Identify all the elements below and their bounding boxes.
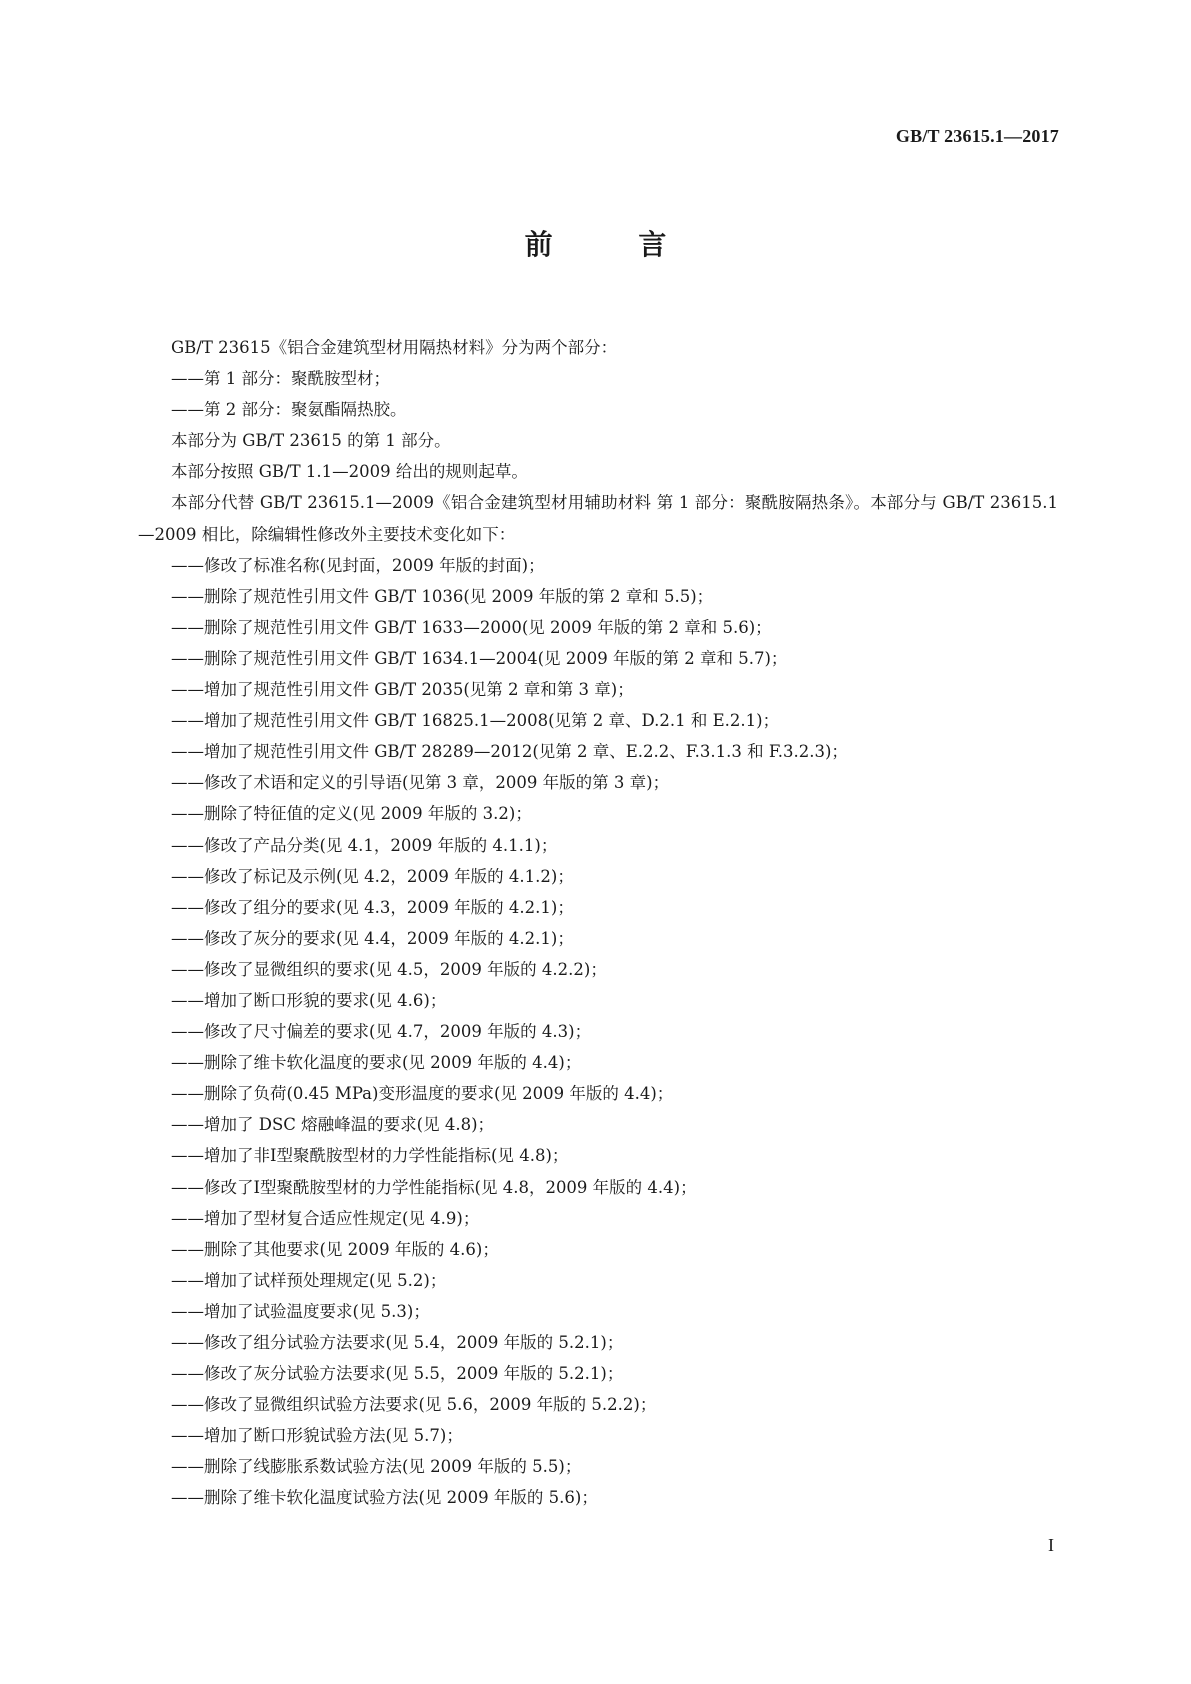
- intro-paragraph: GB/T 23615《铝合金建筑型材用隔热材料》分为两个部分：: [171, 338, 618, 357]
- list-item: ——增加了断口形貌的要求(见 4.6)；: [171, 990, 447, 1010]
- list-item: ——增加了试验温度要求(见 5.3)；: [171, 1301, 430, 1321]
- drafting-paragraph: 本部分按照 GB/T 1.1—2009 给出的规则起草。: [171, 462, 528, 482]
- changes-list: [138, 550, 1058, 1514]
- list-item: ——修改了标准名称(见封面，2009 年版的封面)；: [171, 555, 545, 575]
- this-part-paragraph: 本部分为 GB/T 23615 的第 1 部分。: [171, 431, 451, 451]
- list-item: ——增加了非Ⅰ型聚酰胺型材的力学性能指标(见 4.8)；: [171, 1146, 569, 1166]
- list-item: ——修改了产品分类(见 4.1，2009 年版的 4.1.1)；: [171, 835, 558, 855]
- list-item: ——修改了Ⅰ型聚酰胺型材的力学性能指标(见 4.8，2009 年版的 4.4)；: [171, 1177, 697, 1197]
- document-body: [138, 332, 1058, 1514]
- list-item: ——删除了规范性引用文件 GB/T 1634.1—2004(见 2009 年版的第 2 章和 5.7)；: [171, 648, 788, 668]
- list-item: ——修改了组分试验方法要求(见 5.4，2009 年版的 5.2.1)；: [171, 1333, 624, 1352]
- list-item: ——修改了显微组织的要求(见 4.5，2009 年版的 4.2.2)；: [171, 959, 607, 979]
- list-item: ——修改了灰分试验方法要求(见 5.5，2009 年版的 5.2.1)；: [171, 1364, 624, 1384]
- list-item: ——删除了其他要求(见 2009 年版的 4.6)；: [171, 1239, 499, 1259]
- replaces-paragraph: 本部分代替 GB/T 23615.1—2009《铝合金建筑型材用辅助材料 第 1 部分：聚酰胺隔热条》。本部分与 GB/T 23615.1—2009 相比，除编辑性修改外主要技术变化如下：: [138, 493, 1058, 544]
- list-item: ——删除了维卡软化温度试验方法(见 2009 年版的 5.6)；: [171, 1488, 598, 1508]
- list-item: ——修改了术语和定义的引导语(见第 3 章，2009 年版的第 3 章)；: [171, 773, 670, 793]
- list-item: ——删除了规范性引用文件 GB/T 1036(见 2009 年版的第 2 章和 5.5)；: [171, 586, 714, 606]
- part-2-item: ——第 2 部分：聚氨酯隔热胶。: [171, 400, 407, 420]
- list-item: ——增加了试样预处理规定(见 5.2)；: [171, 1270, 447, 1290]
- list-item: ——增加了型材复合适应性规定(见 4.9)；: [171, 1208, 480, 1228]
- list-item: ——修改了尺寸偏差的要求(见 4.7，2009 年版的 4.3)；: [171, 1022, 592, 1042]
- list-item: ——增加了 DSC 熔融峰温的要求(见 4.8)；: [171, 1115, 495, 1135]
- list-item: ——修改了标记及示例(见 4.2，2009 年版的 4.1.2)；: [171, 866, 574, 886]
- standard-number: GB/T 23615.1—2017: [895, 126, 1059, 146]
- part-1-item: ——第 1 部分：聚酰胺型材；: [171, 369, 390, 389]
- list-item: ——删除了负荷(0.45 MPa)变形温度的要求(见 2009 年版的 4.4)；: [171, 1084, 674, 1104]
- list-item: ——删除了特征值的定义(见 2009 年版的 3.2)；: [171, 804, 532, 824]
- list-item: ——增加了规范性引用文件 GB/T 2035(见第 2 章和第 3 章)；: [171, 680, 634, 700]
- list-item: ——增加了断口形貌试验方法(见 5.7)；: [171, 1426, 463, 1446]
- list-item: ——删除了规范性引用文件 GB/T 1633—2000(见 2009 年版的第 2 章和 5.6)；: [171, 617, 772, 637]
- list-item: ——修改了组分的要求(见 4.3，2009 年版的 4.2.1)；: [171, 897, 574, 917]
- list-item: ——删除了线膨胀系数试验方法(见 2009 年版的 5.5)；: [171, 1457, 582, 1477]
- list-item: ——修改了灰分的要求(见 4.4，2009 年版的 4.2.1)；: [171, 928, 574, 948]
- page-title: 前 言: [524, 228, 705, 261]
- list-item: ——增加了规范性引用文件 GB/T 28289—2012(见第 2 章、E.2.2、F.3.1.3 和 F.3.2.3)；: [171, 742, 848, 762]
- list-item: ——删除了维卡软化温度的要求(见 2009 年版的 4.4)；: [171, 1053, 582, 1073]
- list-item: ——增加了规范性引用文件 GB/T 16825.1—2008(见第 2 章、D.2.1 和 E.2.1)；: [171, 711, 780, 731]
- list-item: ——修改了显微组织试验方法要求(见 5.6，2009 年版的 5.2.2)；: [171, 1395, 657, 1415]
- page-number: I: [1048, 1535, 1054, 1555]
